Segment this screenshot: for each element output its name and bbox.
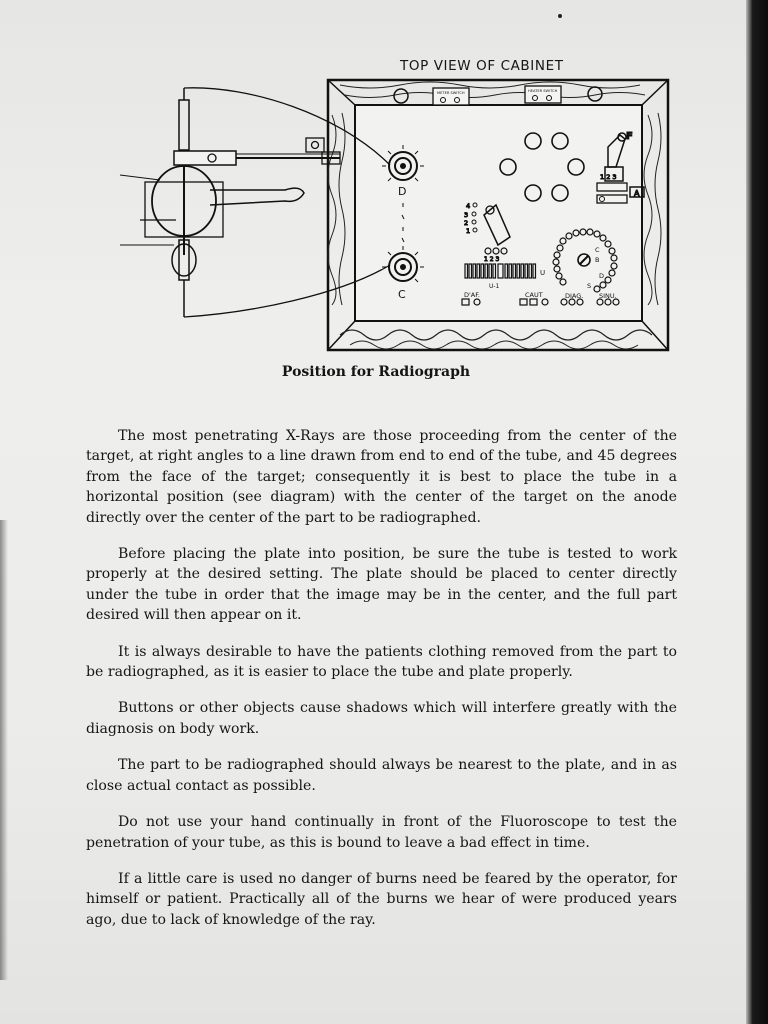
dial-s: S [587,282,592,290]
label-daf: D'AF. [464,291,480,299]
label-caut: CAUT [525,291,543,299]
paragraph-4: Buttons or other objects cause shadows which will interfere greatly with the diagnosis on body work. [86,700,677,737]
tap-2: 2 [464,219,469,227]
book-spine [746,0,768,1024]
label-u1: U-1 [489,283,500,290]
label-u: U [540,269,546,277]
paragraph-5: The part to be radiographed should always be nearest to the plate, and in as close actual contact as possible. [86,757,677,794]
dial-d: D [599,272,605,280]
tap-4: 4 [466,202,471,210]
page-edge-shadow [0,520,8,980]
right-scale: 1 2 3 [600,173,617,181]
dial-c: C [595,246,600,254]
paragraph-3: It is always desirable to have the patients clothing removed from the part to be radiographed, as it is easier to place the tube and plate properly. [86,643,677,681]
mid-scale: 1 2 3 [484,256,500,263]
label-f: F [626,131,633,142]
paragraph-7: If a little care is used no danger of burns need be feared by the operator, for himself or patient. Practically all of the burns we hear of were produced years ago, due to lack of knowledge of the ray. [86,870,677,928]
tap-1: 1 [466,227,471,235]
label-sinu: SINU. [599,292,617,300]
paragraph-2: Before placing the plate into position, be sure the tube is tested to work properly at the desired setting. The plate should be placed to center directly under the tube in order that the image may be in the center, and the full part desired will then appear on it. [86,546,677,624]
body-text [86,426,677,946]
label-c: C [398,288,406,301]
paragraph-1: The most penetrating X-Rays are those proceeding from the center of the target, at right angles to a line drawn from end to end of the tube, and 45 degrees from the face of the target; consequently it is best to place the tube in a horizontal position (see diagram) with the center of the target on the anode directly over the center of the part to be radiographed. [86,428,677,526]
label-diag: DIAG. [565,292,584,300]
paragraph-6: Do not use your hand continually in front of the Fluoroscope to test the penetration of your tube, as this is bound to leave a bad effect in time. [86,814,677,851]
diagram-title: TOP VIEW OF CABINET [400,58,564,74]
ink-speck [558,14,562,18]
dial-b: B [595,256,600,264]
heater-switch-label: HEATER SWITCH [528,89,558,93]
xray-tube-drawing [120,88,390,317]
diagram-caption: Position for Radiograph [281,364,471,380]
meter-switch-label: METER SWITCH [437,91,465,95]
tap-3: 3 [464,211,469,219]
cabinet-diagram [100,55,675,355]
cabinet-frame [328,80,668,350]
label-a: A [634,189,640,198]
label-d: D [398,185,407,198]
